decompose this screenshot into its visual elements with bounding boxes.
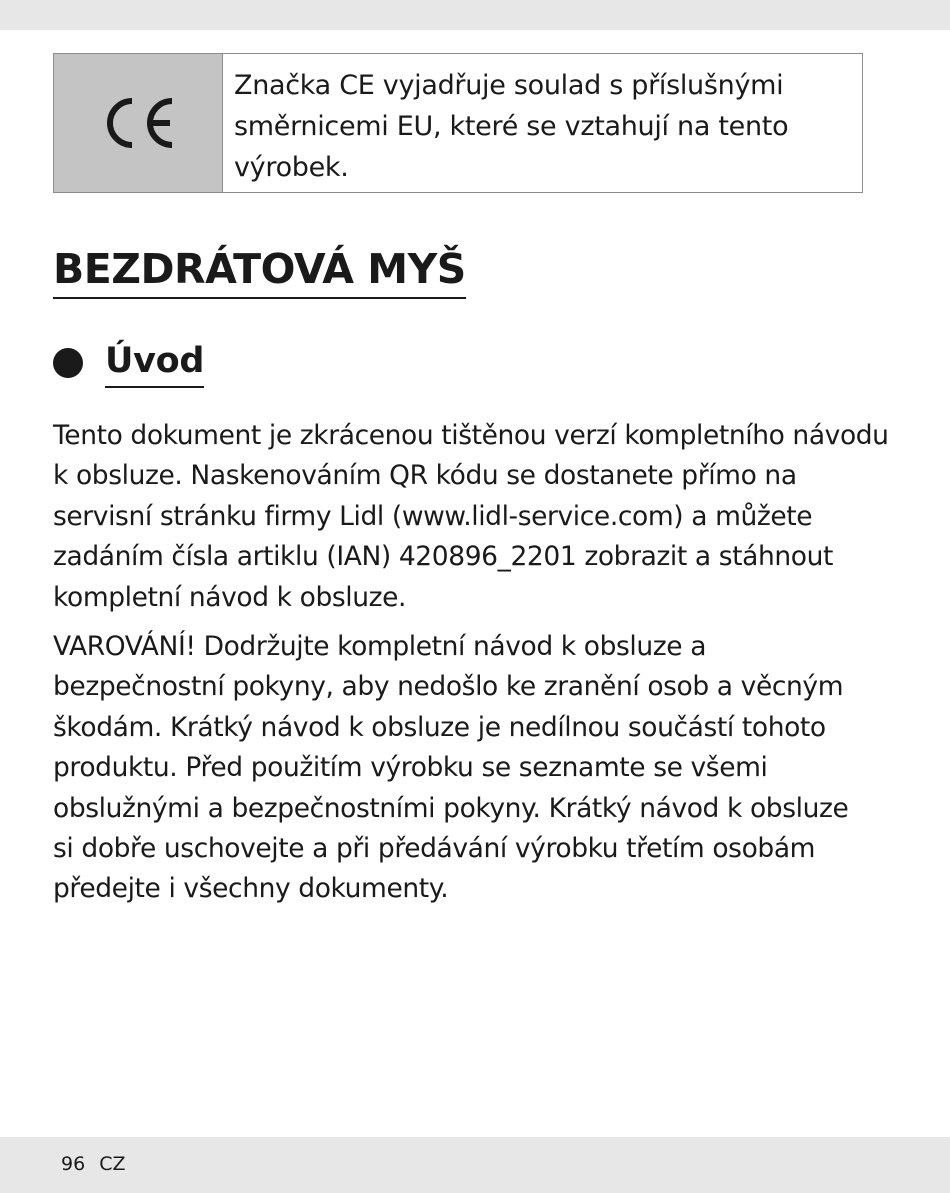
paragraph-line: servisní stránku firmy Lidl (www.lidl-service.com) a můžete	[53, 500, 813, 532]
section-heading	[53, 338, 204, 388]
document-title: BEZDRÁTOVÁ MYŠ	[53, 243, 466, 299]
top-band	[0, 0, 950, 30]
section-title: Úvod	[105, 338, 204, 388]
ce-notice-text	[223, 54, 788, 192]
intro-paragraph	[53, 416, 889, 618]
ce-notice-line: výrobek.	[234, 152, 349, 183]
ce-notice-line: směrnicemi EU, které se vztahují na tento	[234, 111, 789, 142]
paragraph-line: obslužnými a bezpečnostními pokyny. Krátký návod k obsluze	[53, 792, 849, 824]
warning-paragraph	[53, 627, 873, 910]
footer-band	[0, 1137, 950, 1193]
paragraph-line: předejte i všechny dokumenty.	[53, 873, 449, 905]
paragraph-line: VAROVÁNÍ! Dodržujte kompletní návod k obsluze a	[53, 631, 707, 662]
ce-mark-cell	[54, 54, 223, 192]
paragraph-line: produktu. Před použitím výrobku se seznamte se všemi	[53, 752, 768, 784]
paragraph-line: zadáním čísla artiklu (IAN) 420896_2201 zobrazit a stáhnout	[53, 541, 833, 573]
filled-circle-icon	[53, 348, 83, 378]
paragraph-line: si dobře uschovejte a při předávání výrobku třetím osobám	[53, 833, 816, 865]
ce-mark-icon	[98, 95, 178, 151]
paragraph-line: bezpečnostní pokyny, aby nedošlo ke zranění osob a věcným	[53, 671, 844, 703]
paragraph-line: kompletní návod k obsluze.	[53, 581, 407, 613]
paragraph-line: Tento dokument je zkrácenou tištěnou verzí kompletního návodu	[53, 420, 889, 451]
ce-notice-box	[53, 53, 863, 193]
paragraph-line: škodám. Krátký návod k obsluze je nedílnou součástí tohoto	[53, 711, 826, 743]
page-footer	[61, 1152, 139, 1176]
page-number: 96	[61, 1153, 86, 1175]
language-code: CZ	[99, 1153, 126, 1175]
ce-notice-line: Značka CE vyjadřuje soulad s příslušnými	[234, 70, 784, 101]
paragraph-line: k obsluze. Naskenováním QR kódu se dostanete přímo na	[53, 460, 797, 492]
